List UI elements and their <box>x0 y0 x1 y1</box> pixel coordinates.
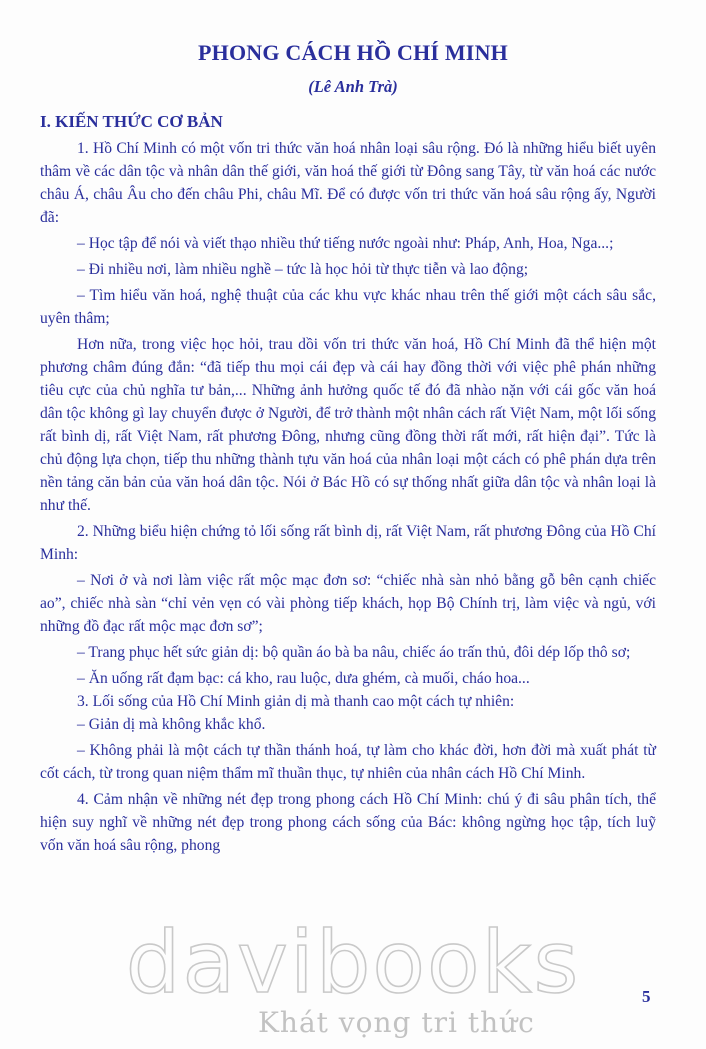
paragraph: Hơn nữa, trong việc học hỏi, trau dồi vốn tri thức văn hoá, Hồ Chí Minh đã thể hiện một phương châm đúng đắn: “đã tiếp thu mọi cái đẹp và cái hay đồng thời với việc phê phán những tiêu cực của chủ nghĩa tư bản,... Những ảnh hưởng quốc tế đó đã nhào nặn với cái gốc văn hoá dân tộc không gì lay chuyển được ở Người, để trở thành một nhân cách rất Việt Nam, một lối sống rất bình dị, rất Việt Nam, rất phương Đông, nhưng cũng đồng thời rất mới, rất hiện đại”. Tức là chủ động lựa chọn, tiếp thu những thành tựu văn hoá của nhân loại một cách có phê phán dựa trên nền tảng căn bản của văn hoá dân tộc. Nói ở Bác Hồ có sự thống nhất giữa dân tộc và nhân loại là như thế. <box>40 336 656 514</box>
paragraph: 4. Cảm nhận về những nét đẹp trong phong cách Hồ Chí Minh: chú ý đi sâu phân tích, thể hiện suy nghĩ về những nét đẹp trong phong cách sống của Bác: không ngừng học tập, tích luỹ vốn văn hoá sâu rộng, phong <box>40 791 656 854</box>
paragraph: – Nơi ở và nơi làm việc rất mộc mạc đơn sơ: “chiếc nhà sàn nhỏ bằng gỗ bên cạnh chiếc ao”, chiếc nhà sàn “chỉ vẻn vẹn có vài phòng tiếp khách, họp Bộ Chính trị, làm việc và ngủ, với những đồ đạc rất mộc mạc đơn sơ”; <box>40 572 656 635</box>
paragraph: 1. Hồ Chí Minh có một vốn tri thức văn hoá nhân loại sâu rộng. Đó là những hiểu biết uyên thâm về các dân tộc và nhân dân thế giới, văn hoá thế giới từ Đông sang Tây, từ văn hoá các nước châu Á, châu Âu cho đến châu Phi, châu Mĩ. Để có được vốn tri thức văn hoá sâu rộng ấy, Người đã: <box>40 140 656 226</box>
paragraph: – Không phải là một cách tự thần thánh hoá, tự làm cho khác đời, hơn đời mà xuất phát từ cốt cách, từ trong quan niệm thẩm mĩ thuần thục, tự nhiên của nhân cách Hồ Chí Minh. <box>40 742 656 782</box>
section-heading: I. KIẾN THỨC CƠ BẢN <box>40 112 223 131</box>
paragraph: 2. Những biểu hiện chứng tỏ lối sống rất bình dị, rất Việt Nam, rất phương Đông của Hồ Chí Minh: <box>40 523 656 563</box>
paragraph: 3. Lối sống của Hồ Chí Minh giản dị mà thanh cao một cách tự nhiên: <box>77 693 515 710</box>
paragraph: – Học tập để nói và viết thạo nhiều thứ tiếng nước ngoài như: Pháp, Anh, Hoa, Nga...; <box>77 235 614 252</box>
page-number: 5 <box>642 987 651 1006</box>
paragraph: – Ăn uống rất đạm bạc: cá kho, rau luộc, dưa ghém, cà muối, cháo hoa... <box>77 670 530 687</box>
paragraph: – Đi nhiều nơi, làm nhiều nghề – tức là học hỏi từ thực tiễn và lao động; <box>77 261 529 278</box>
paragraph: – Tìm hiểu văn hoá, nghệ thuật của các khu vực khác nhau trên thế giới một cách sâu sắc, uyên thâm; <box>40 287 656 327</box>
author-line: (Lê Anh Trà) <box>308 77 398 96</box>
body-text <box>40 137 656 857</box>
paragraph: – Giản dị mà không khắc khổ. <box>77 716 266 733</box>
paragraph: – Trang phục hết sức giản dị: bộ quần áo bà ba nâu, chiếc áo trấn thủ, đôi dép lốp thô sơ; <box>77 644 631 661</box>
watermark-brand: davibooks <box>125 913 581 1013</box>
watermark-slogan: Khát vọng tri thức <box>258 1006 535 1039</box>
page-title: PHONG CÁCH HỒ CHÍ MINH <box>198 40 508 65</box>
